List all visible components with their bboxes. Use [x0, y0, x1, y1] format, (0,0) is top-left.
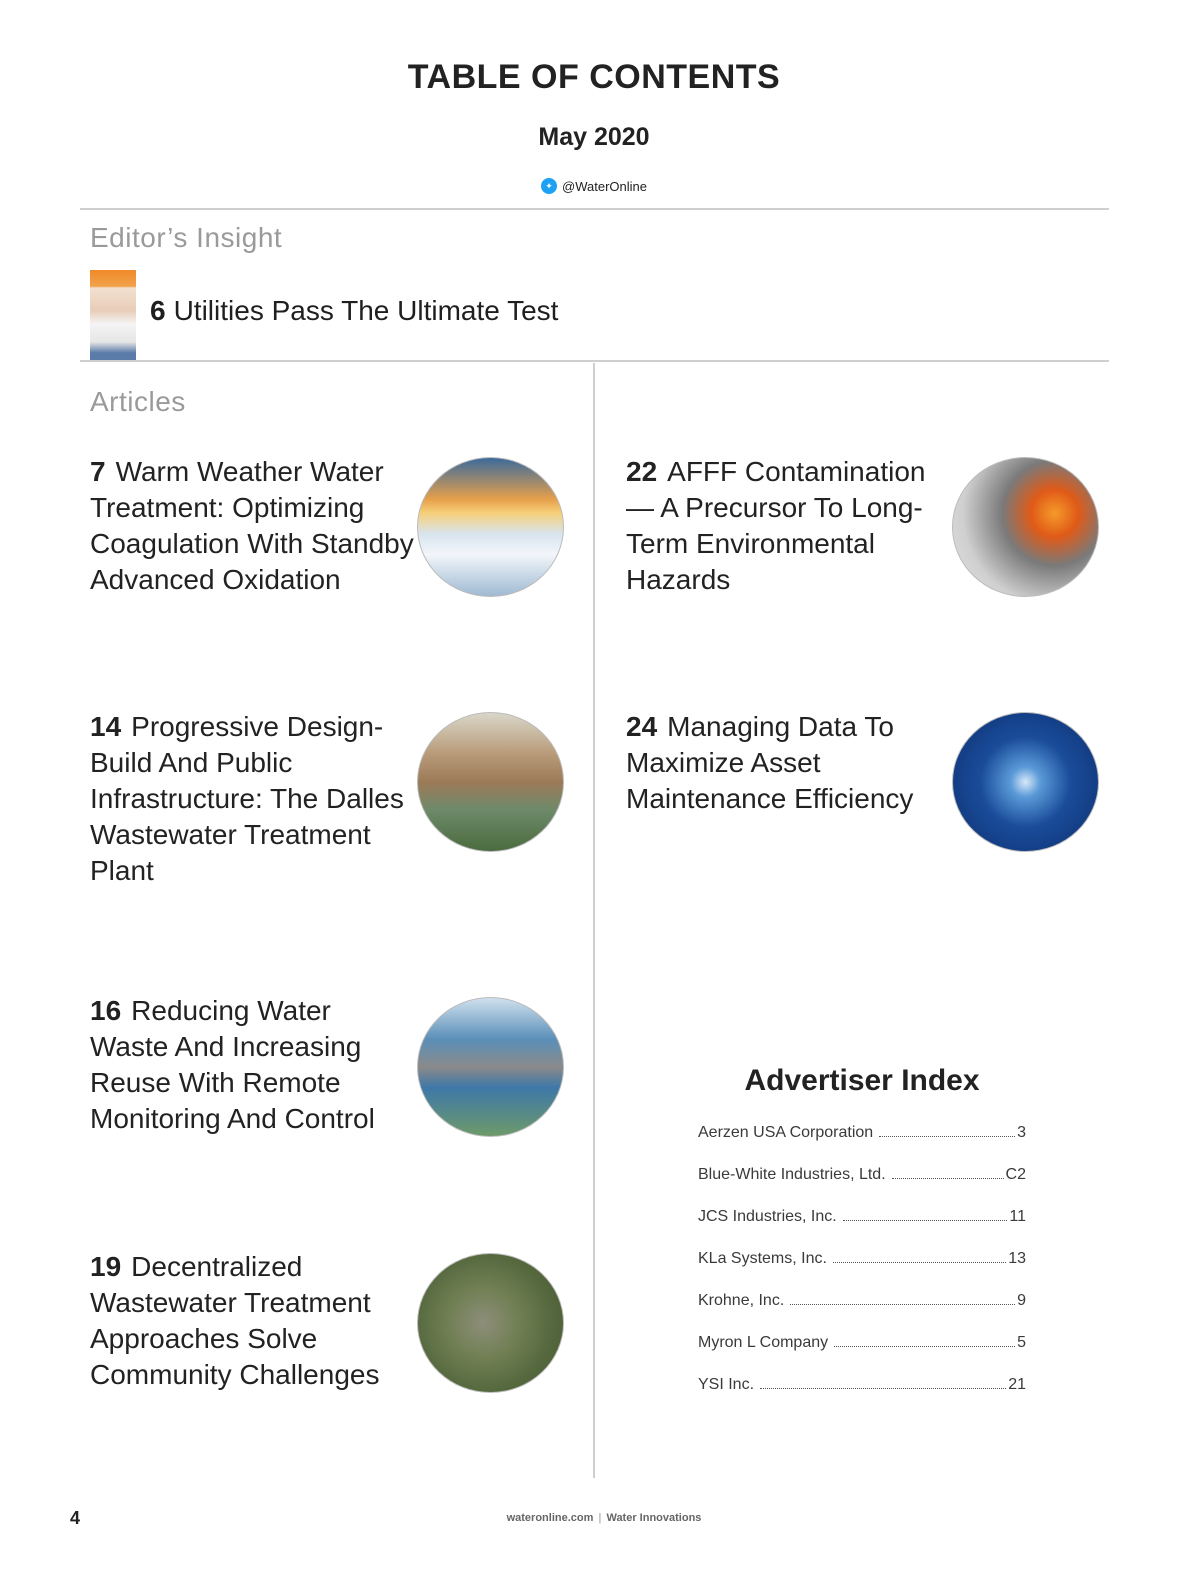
article-title: Decentralized Wastewater Treatment Approaches Solve Community Challenges — [90, 1251, 380, 1390]
article-thumbnail-circuit — [952, 712, 1099, 852]
advertiser-name: Aerzen USA Corporation — [698, 1124, 874, 1141]
footer-separator: | — [598, 1512, 602, 1524]
advertiser-page: 5 — [1017, 1334, 1026, 1351]
article-thumbnail-dam — [417, 457, 564, 597]
article-page: 19 — [90, 1251, 122, 1282]
article-entry[interactable] — [90, 993, 415, 1137]
advertiser-page: 3 — [1017, 1124, 1026, 1141]
twitter-handle[interactable] — [0, 178, 1188, 194]
page-title: TABLE OF CONTENTS — [407, 58, 781, 96]
advertiser-entry[interactable] — [698, 1334, 1026, 1352]
advertiser-page: 13 — [1008, 1250, 1026, 1267]
article-entry[interactable] — [90, 709, 415, 889]
column-divider — [593, 363, 595, 1478]
article-entry[interactable] — [626, 454, 951, 598]
article-thumbnail-aerial — [417, 1253, 564, 1393]
article-page: 14 — [90, 711, 122, 742]
article-page: 22 — [626, 456, 658, 487]
advertiser-entry[interactable] — [698, 1166, 1026, 1184]
advertiser-page: C2 — [1005, 1166, 1026, 1183]
divider-mid — [80, 360, 1109, 362]
article-page: 24 — [626, 711, 658, 742]
article-entry[interactable] — [90, 1249, 415, 1393]
article-title: Progressive Design-Build And Public Infrastructure: The Dalles Wastewater Treatment Plant — [90, 711, 404, 886]
advertiser-index-title: Advertiser Index — [744, 1064, 980, 1097]
advertiser-page: 9 — [1017, 1292, 1026, 1309]
article-thumbnail-town — [417, 712, 564, 852]
editors-insight-label: Editor’s Insight — [90, 222, 283, 253]
advertiser-entry[interactable] — [698, 1376, 1026, 1394]
advertiser-entry[interactable] — [698, 1124, 1026, 1142]
footer-section: Water Innovations — [606, 1512, 702, 1524]
issue-date: May 2020 — [538, 123, 650, 151]
page-number: 4 — [70, 1508, 81, 1528]
article-entry[interactable] — [626, 709, 926, 817]
advertiser-name: Myron L Company — [698, 1334, 829, 1351]
editors-insight-page: 6 — [150, 295, 166, 326]
article-page: 7 — [90, 456, 106, 487]
advertiser-page: 21 — [1008, 1376, 1026, 1393]
advertiser-name: Krohne, Inc. — [698, 1292, 785, 1309]
editors-insight-entry[interactable] — [150, 295, 558, 327]
twitter-handle-text: @WaterOnline — [562, 178, 647, 194]
article-page: 16 — [90, 995, 122, 1026]
advertiser-page: 11 — [1009, 1208, 1026, 1225]
footer-credit — [0, 1512, 1200, 1524]
advertiser-entry[interactable] — [698, 1292, 1026, 1310]
advertiser-name: YSI Inc. — [698, 1376, 755, 1393]
divider-top — [80, 208, 1109, 210]
articles-label: Articles — [90, 386, 186, 417]
article-title: Warm Weather Water Treatment: Optimizing Coagulation With Standby Advanced Oxidation — [90, 456, 414, 595]
article-title: AFFF Contamination — A Precursor To Long-Term Environmental Hazards — [626, 456, 926, 595]
advertiser-name: Blue-White Industries, Ltd. — [698, 1166, 886, 1183]
twitter-icon: ✦ — [541, 178, 557, 194]
advertiser-entry[interactable] — [698, 1250, 1026, 1268]
article-thumbnail-river-dam — [417, 997, 564, 1137]
footer-site[interactable]: wateronline.com — [506, 1512, 594, 1524]
editors-insight-headline: Utilities Pass The Ultimate Test — [173, 295, 559, 326]
advertiser-entry[interactable] — [698, 1208, 1026, 1226]
advertiser-name: KLa Systems, Inc. — [698, 1250, 827, 1267]
article-title: Managing Data To Maximize Asset Maintenance Efficiency — [626, 711, 914, 814]
article-thumbnail-firefighters — [952, 457, 1099, 597]
editor-photo — [90, 270, 136, 360]
article-title: Reducing Water Waste And Increasing Reuse With Remote Monitoring And Control — [90, 995, 375, 1134]
article-entry[interactable] — [90, 454, 415, 598]
advertiser-name: JCS Industries, Inc. — [698, 1208, 837, 1225]
